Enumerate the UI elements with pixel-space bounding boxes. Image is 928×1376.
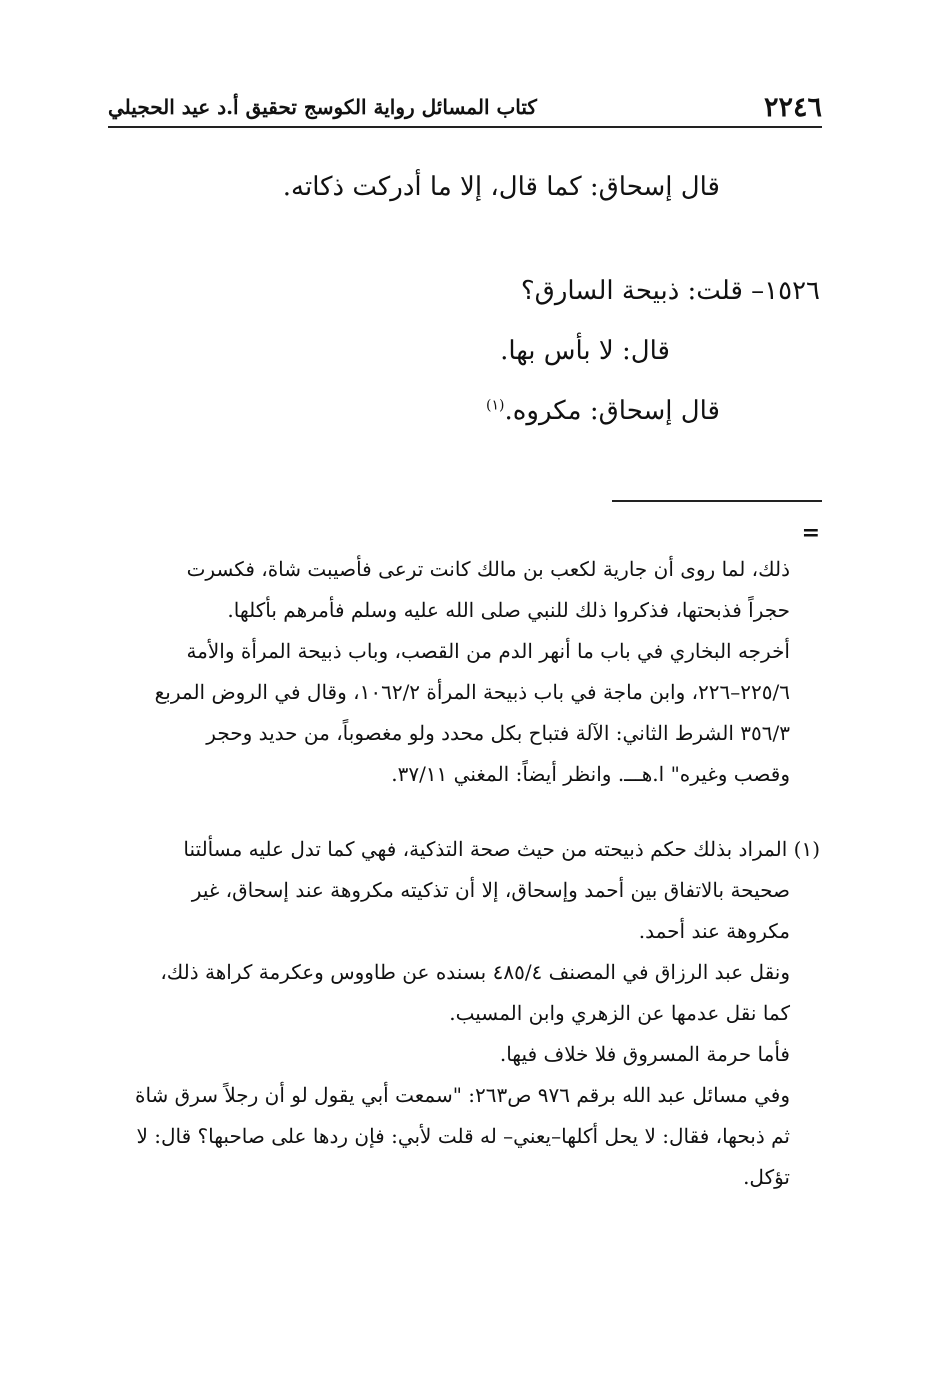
running-title: كتاب المسائل رواية الكوسج تحقيق أ.د عيد الحجيلي <box>108 95 537 119</box>
page-number: ٢٢٤٦ <box>763 91 822 123</box>
footnote-line: ذلك، لما روى أن جارية لكعب بن مالك كانت ترعى فأصيبت شاة، فكسرت <box>186 557 790 581</box>
body-line-3: قال: لا بأس بها. <box>500 336 670 366</box>
footnote-continuation <box>106 556 820 788</box>
footnote-separator <box>612 500 822 502</box>
body-line-1: قال إسحاق: كما قال، إلا ما أدركت ذكاته. <box>282 172 720 202</box>
footnote-line: ٣٥٦/٣ الشرط الثاني: الآلة فتباح بكل محدد ولو مغصوباً، من حديد وحجر <box>206 721 790 745</box>
footnote-ref-1: (١) <box>486 397 505 414</box>
answer-block <box>106 336 820 367</box>
page-header <box>108 88 822 128</box>
footnote-1-line: ونقل عبد الرزاق في المصنف ٤٨٥/٤ بسنده عن طاووس وعكرمة كراهة ذلك، <box>160 960 790 984</box>
footnote-1-line: مكروهة عند أحمد. <box>638 919 790 943</box>
footnote-1-line: وفي مسائل عبد الله برقم ٩٧٦ ص٢٦٣: "سمعت أبي يقول لو أن رجلاً سرق شاة <box>134 1083 790 1107</box>
continuation-mark: = <box>801 520 820 546</box>
question-block <box>106 276 820 307</box>
body-line-4 <box>106 396 820 427</box>
body-line-2: ١٥٢٦– قلت: ذبيحة السارق؟ <box>520 276 820 306</box>
footnote-1-line: تؤكل. <box>743 1165 790 1189</box>
main-text <box>106 172 820 203</box>
body-line-4-text: قال إسحاق: مكروه. <box>504 396 720 426</box>
footnote-1 <box>106 836 820 1191</box>
footnote-line: أخرجه البخاري في باب ما أنهر الدم من القصب، وباب ذبيحة المرأة والأمة <box>186 639 790 663</box>
footnote-line: ٢٢٥/٦–٢٢٦، وابن ماجة في باب ذبيحة المرأة ١٠٦٢/٢، وقال في الروض المربع <box>154 680 790 704</box>
footnote-1-line: (١) المراد بذلك حكم ذبيحته من حيث صحة التذكية، فهي كما تدل عليه مسألتنا <box>183 837 820 861</box>
footnote-1-line: كما نقل عدمها عن الزهري وابن المسيب. <box>449 1001 790 1025</box>
footnote-line: وقصب وغيره" ا.هـــ. وانظر أيضاً: المغني ٣٧/١١. <box>391 762 790 786</box>
footnote-1-line: ثم ذبحها، فقال: لا يحل أكلها–يعني– له قلت لأبي: فإن ردها على صاحبها؟ قال: لا <box>136 1124 790 1148</box>
footnote-1-line: صحيحة بالاتفاق بين أحمد وإسحاق، إلا أن تذكيته مكروهة عند إسحاق، غير <box>191 878 790 902</box>
ishaq-block <box>106 396 820 427</box>
footnote-1-line: فأما حرمة المسروق فلا خلاف فيها. <box>499 1042 790 1066</box>
footnote-line: حجراً فذبحتها، فذكروا ذلك للنبي صلى الله عليه وسلم فأمرهم بأكلها. <box>227 598 790 622</box>
